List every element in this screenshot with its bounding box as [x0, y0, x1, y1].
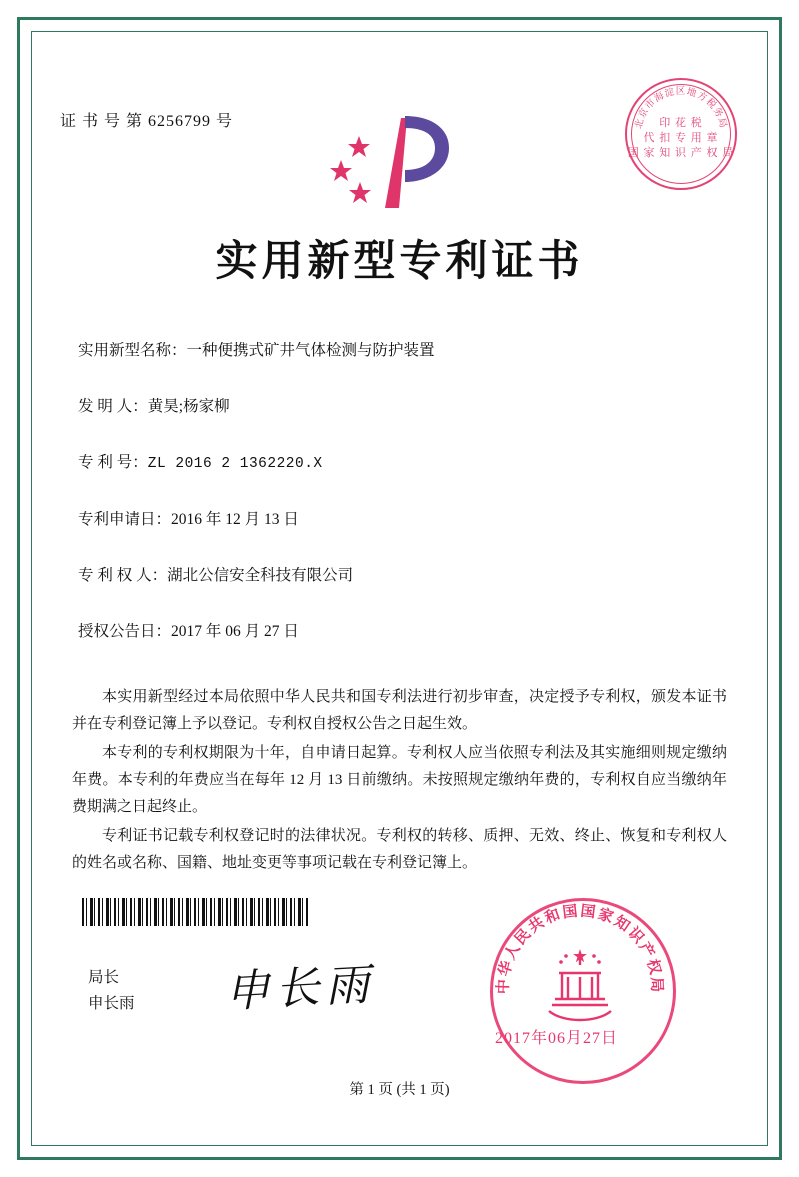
barcode — [82, 898, 310, 926]
field-label: 实用新型名称： — [78, 342, 187, 359]
field-value: 一种便携式矿井气体检测与防护装置 — [186, 342, 435, 359]
field-label: 专 利 权 人： — [78, 567, 168, 584]
field-label: 授权公告日： — [78, 623, 172, 640]
certificate-number: 证 书 号 第 6256799 号 — [60, 113, 234, 130]
field-grant-announcement-date — [78, 621, 718, 643]
tax-stamp-line-1: 印 花 税 — [659, 117, 703, 129]
tax-stamp-line-3: 国 家 知 识 产 权 局 — [627, 147, 735, 159]
official-seal-ring-text: 中华人民共和国国家知识产权局 — [495, 903, 665, 995]
field-inventor — [78, 396, 718, 418]
field-value: ZL 2016 2 1362220.X — [147, 456, 323, 472]
certificate-fields — [78, 340, 718, 677]
tax-stamp-lines — [627, 116, 735, 161]
page-footer: 第 1 页 (共 1 页) — [349, 1082, 450, 1098]
certificate-body-text — [72, 684, 727, 879]
field-label: 专利申请日： — [78, 511, 172, 528]
cnipa-logo-icon — [327, 108, 467, 218]
tax-stamp — [625, 78, 737, 190]
handwritten-signature: 申长雨 — [224, 960, 377, 1017]
tax-stamp-line-2: 代 扣 专 用 章 — [643, 132, 719, 144]
body-paragraph-2: 本专利的专利权期限为十年，自申请日起算。专利权人应当依照专利法及其实施细则规定缴纳年费。本专利的年费应当在每年 12 月 13 日前缴纳。未按照规定缴纳年费的，专利权自应当缴纳年费期满之日起终止。 — [72, 745, 727, 815]
signature-title-label: 局长 — [88, 969, 120, 986]
body-paragraph-3: 专利证书记载专利权登记时的法律状况。专利权的转移、质押、无效、终止、恢复和专利权人的姓名或名称、国籍、地址变更等事项记载在专利登记簿上。 — [72, 828, 727, 871]
official-seal — [490, 898, 670, 1078]
tax-stamp-ring-text: 北京市海淀区地方税务局 — [634, 87, 728, 130]
field-label: 发 明 人： — [78, 398, 148, 415]
page-title: 实用新型专利证书 — [215, 239, 584, 285]
body-paragraph-1: 本实用新型经过本局依照中华人民共和国专利法进行初步审查，决定授予专利权，颁发本证书并在专利登记簿上予以登记。专利权自授权公告之日起生效。 — [72, 689, 727, 732]
field-value: 2017 年 06 月 27 日 — [171, 623, 299, 640]
field-utility-model-name — [78, 340, 718, 362]
field-patentee — [78, 565, 718, 587]
field-label: 专 利 号： — [78, 454, 148, 471]
field-value: 湖北公信安全科技有限公司 — [167, 567, 354, 584]
seal-date: 2017年06月27日 — [495, 1030, 619, 1047]
signature-block — [88, 965, 135, 1017]
signature-name: 申长雨 — [88, 995, 135, 1012]
field-patent-number — [78, 452, 718, 475]
field-application-date — [78, 509, 718, 531]
national-emblem-icon — [535, 943, 625, 1033]
field-value: 黄昊;杨家柳 — [147, 398, 230, 415]
field-value: 2016 年 12 月 13 日 — [171, 511, 299, 528]
